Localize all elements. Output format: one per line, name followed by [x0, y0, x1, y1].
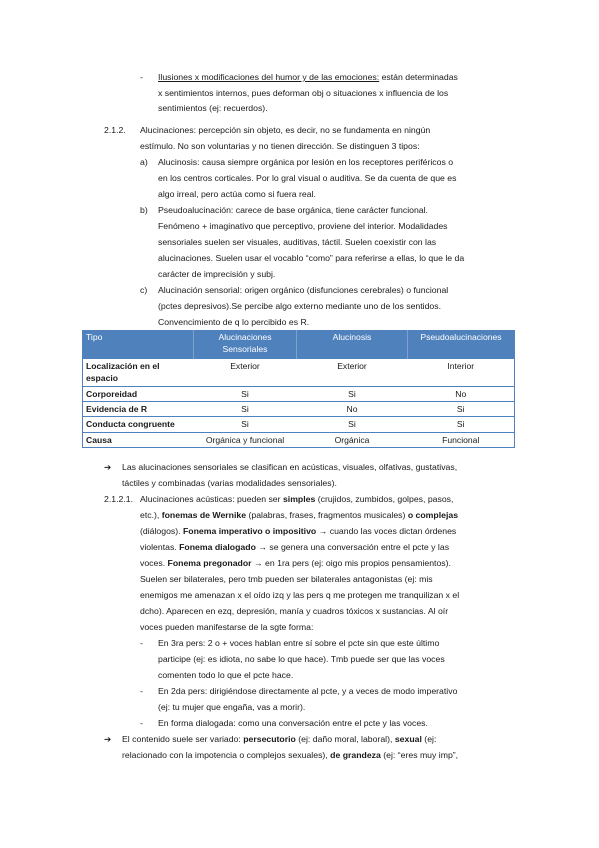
list-item-line: Pseudoalucinación: carece de base orgánica, tiene carácter funcional. [158, 205, 428, 215]
bullet-dash: - [140, 72, 143, 82]
dash-item-line: En forma dialogada: como una conversación entre el pcte y las voces. [158, 718, 428, 728]
paragraph-line [140, 556, 451, 572]
bullet-text: están determinadas [379, 72, 458, 82]
comparison-table [82, 330, 515, 448]
list-item-line: (pctes depresivos).Se percibe algo externo mediante uno de los sentidos. [158, 301, 441, 311]
bullet-line: sentimientos (ej: recuerdos). [158, 103, 268, 113]
note-line: táctiles y combinadas (varias modalidades sensoriales). [122, 478, 337, 488]
section-number: 2.1.2. [104, 125, 126, 135]
table-cell: Si [297, 386, 408, 401]
table-header-cell: Alucinosis [297, 330, 408, 358]
paragraph-line [140, 492, 453, 508]
list-item-line: Fenómeno + imaginativo que perceptivo, proviene del interior. Modalidades [158, 221, 448, 231]
table-cell: Localización en el espacio [83, 358, 194, 386]
table-cell: Evidencia de R [83, 402, 194, 417]
bold-term: fonemas de Wernike [161, 510, 247, 520]
paragraph-line: dcho). Aparecen en ezq, depresión, manía y cuadros tóxicos x sustancias. Al oír [140, 606, 449, 616]
paragraph-line: estímulo. No son voluntarias y no tienen dirección. Se distinguen 3 tipos: [140, 141, 420, 151]
table-row [83, 386, 515, 401]
table-header-cell: Tipo [83, 330, 194, 358]
table-cell: Si [408, 417, 515, 432]
list-item-line: Alucinosis: causa siempre orgánica por lesión en los receptores periféricos o [158, 157, 454, 167]
dash-item-line: En 2da pers: dirigiéndose directamente al pcte, y a veces de modo imperativo [158, 686, 458, 696]
list-item-line: carácter de imprecisión y subj. [158, 269, 276, 279]
text-run: Alucinaciones acústicas: pueden ser [140, 494, 283, 504]
bold-term: Fonema imperativo o impositivo [182, 526, 317, 536]
paragraph-line [140, 508, 458, 524]
table-header-cell: Pseudoalucinaciones [408, 330, 515, 358]
text-run: El contenido suele ser variado: [122, 734, 244, 744]
table-header-cell: Alucinaciones Sensoriales [194, 330, 297, 358]
table-cell: Exterior [297, 358, 408, 386]
dash-item-line: (ej: tu mujer que engaña, vas a morir). [158, 702, 306, 712]
table-cell: Interior [408, 358, 515, 386]
paragraph-line: voces pueden manifestarse de la sgte forma: [140, 622, 314, 632]
list-item-line: algo irreal, pero actúa como si fuera real. [158, 189, 316, 199]
dash-marker: - [140, 718, 143, 728]
text-run: relacionado con la impotencia o complejos sexuales), [122, 750, 331, 760]
bullet-title: Ilusiones x modificaciones del humor y de las emociones: [158, 72, 380, 82]
table-cell: Corporeidad [83, 386, 194, 401]
text-run: voces. [140, 558, 168, 568]
text-run: (crujidos, zumbidos, golpes, pasos, [315, 494, 454, 504]
text-run: violentas. [140, 542, 180, 552]
list-item-line: sensoriales suelen ser visuales, auditivas, táctil. Suelen coexistir con las [158, 237, 437, 247]
table-cell: Si [194, 402, 297, 417]
text-run: (ej: daño moral, laboral), [295, 734, 395, 744]
bullet-line [158, 70, 458, 86]
bold-term: sexual [394, 734, 422, 744]
bold-term: Fonema pregonador [167, 558, 252, 568]
table-cell: Causa [83, 432, 194, 447]
table-cell: Orgánica y funcional [194, 432, 297, 447]
dash-marker: - [140, 638, 143, 648]
list-item-line: alucinaciones. Suelen usar el vocablo “como” para referirse a ellas, lo que le da [158, 253, 465, 263]
arrow-icon: ➔ [104, 734, 112, 744]
text-run: (ej: “eres muy imp”, [380, 750, 459, 760]
dash-item-line: participe (ej: es idiota, no sabe lo que hace). Tmb puede ser que las voces [158, 654, 445, 664]
bold-term: simples [282, 494, 316, 504]
section-number: 2.1.2.1. [104, 494, 133, 504]
bold-term: Fonema dialogado [179, 542, 256, 552]
bullet-line: x sentimientos internos, pues deforman obj o situaciones x influencia de los [158, 88, 449, 98]
table-row [83, 417, 515, 432]
list-item-line: Convencimiento de q lo percibido es R. [158, 317, 310, 327]
note-line [122, 748, 458, 764]
table-row [83, 358, 515, 386]
table-header-row [83, 330, 515, 358]
table-row [83, 432, 515, 447]
note-line: Las alucinaciones sensoriales se clasifican en acústicas, visuales, olfativas, gustativas, [122, 462, 458, 472]
bold-term: o complejas [407, 510, 459, 520]
table-cell: Exterior [194, 358, 297, 386]
text-run: etc.), [140, 510, 162, 520]
table-cell: No [297, 402, 408, 417]
paragraph-line: enemigos me amenazan x el oído izq y las pers q me protegen me tranquilizan x el [140, 590, 460, 600]
table-cell: Si [194, 386, 297, 401]
list-item-line: Alucinación sensorial: origen orgánico (disfunciones cerebrales) o funcional [158, 285, 449, 295]
table-cell: Si [297, 417, 408, 432]
table-row [83, 402, 515, 417]
list-marker: b) [140, 205, 148, 215]
bold-term: persecutorio [243, 734, 296, 744]
table-cell: Funcional [408, 432, 515, 447]
text-run: (palabras, frases, fragmentos musicales) [246, 510, 408, 520]
list-marker: c) [140, 285, 148, 295]
text-run: → cuando las voces dictan órdenes [316, 526, 457, 536]
table-cell: Orgánica [297, 432, 408, 447]
paragraph-line [140, 540, 449, 556]
text-run: → en 1ra pers (ej: oigo mis propios pensamientos). [251, 558, 451, 568]
list-item-line: en los centros corticales. Por lo gral visual o auditiva. Se da cuenta de que es [158, 173, 457, 183]
list-marker: a) [140, 157, 148, 167]
table-cell: Si [194, 417, 297, 432]
table-cell: No [408, 386, 515, 401]
paragraph-line [140, 524, 456, 540]
text-run: (ej: [421, 734, 437, 744]
note-line [122, 732, 436, 748]
arrow-icon: ➔ [104, 462, 112, 472]
dash-item-line: comenten todo lo que el pcte hace. [158, 670, 294, 680]
dash-item-line: En 3ra pers: 2 o + voces hablan entre sí sobre el pcte sin que este último [158, 638, 440, 648]
text-run: (diálogos). [140, 526, 183, 536]
bold-term: de grandeza [330, 750, 381, 760]
table-cell: Conducta congruente [83, 417, 194, 432]
paragraph-line: Suelen ser bilaterales, pero tmb pueden ser bilaterales antagonistas (ej: mis [140, 574, 433, 584]
text-run: → se genera una conversación entre el pcte y las [255, 542, 450, 552]
dash-marker: - [140, 686, 143, 696]
table-cell: Si [408, 402, 515, 417]
paragraph-line: Alucinaciones: percepción sin objeto, es decir, no se fundamenta en ningún [140, 125, 431, 135]
